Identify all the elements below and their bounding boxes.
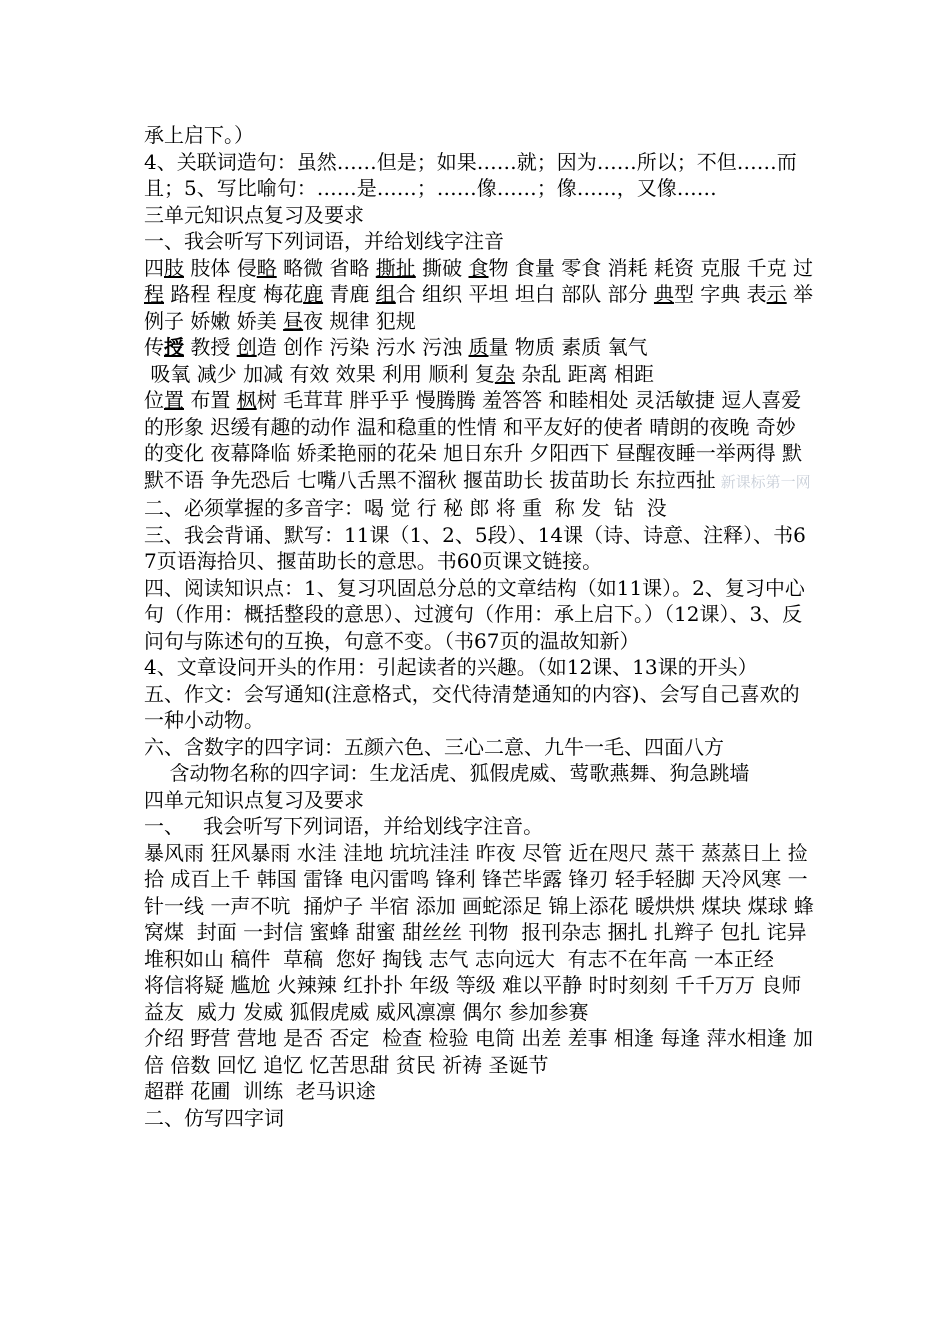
underlined-char: 枫 [236, 388, 257, 412]
underlined-char: 典 [653, 282, 674, 306]
text-run: 一、我会听写下列词语，并给划线字注音 [144, 229, 504, 253]
paragraph [144, 202, 814, 229]
underlined-char: 示 [766, 282, 787, 306]
paragraph [144, 1025, 814, 1078]
text-run: 六、含数字的四字词：五颜六色、三心二意、九牛一毛、四面八方 [144, 734, 724, 759]
underlined-char: 杂 [494, 361, 515, 386]
paragraph [144, 681, 814, 734]
paragraph [144, 522, 814, 575]
text-run: 四单元知识点复习及要求 [144, 787, 364, 812]
paragraph [144, 972, 814, 1025]
paragraph [144, 840, 814, 973]
paragraph [144, 228, 814, 255]
underlined-char: 肢 [164, 255, 184, 280]
underlined-char: 撕扯 [375, 255, 416, 280]
text-run: 撕破 [415, 255, 469, 280]
text-run: 布置 [184, 388, 237, 412]
paragraph [144, 255, 814, 335]
text-run: 一、 我会听写下列词语，并给划线字注音。 [144, 814, 544, 838]
text-run: 五、作文：会写通知(注意格式，交代待清楚通知的内容)、会写自己喜欢的一种小动物。 [144, 681, 800, 732]
paragraph [144, 387, 814, 495]
text-run: 暴风雨 狂风暴雨 水洼 洼地 坑坑洼洼 昨夜 尽管 近在咫尺 蒸干 蒸蒸日上 捡拾 成百上千 韩国 雷锋 电闪雷鸣 锋利 锋芒毕露 锋刃 轻手轻脚 天冷风寒 一针一线 一声不吭 捅炉子 半宿 添加 画蛇添足 锦上添花 暖烘烘 煤块 煤球 蜂窝煤 封面 一封信 蜜蜂 甜蜜 甜丝丝 刊物 报刊杂志 捆扎 扎辫子 包扎 诧异 堆积如山 稿件 草稿 您好 掏钱 志气 志向远大 有志不在年高 一本正经 [144, 840, 814, 971]
underlined-char: 略 [256, 255, 277, 280]
text-run: 略微 省略 [276, 255, 376, 280]
text-run: 4、文章设问开头的作用：引起读者的兴趣。（如12课、13课的开头） [144, 655, 758, 679]
text-run: 举例子 娇嫩 娇美 [144, 282, 814, 333]
text-run: 青鹿 [323, 282, 376, 306]
underlined-char: 程 [144, 282, 164, 306]
text-run: 四 [144, 255, 164, 280]
paragraph [144, 813, 814, 840]
text-run: 吸氧 减少 加减 有效 效果 利用 顺利 复 [144, 361, 495, 386]
watermark-text: 新课标第一网 [715, 472, 811, 491]
text-run: 四、阅读知识点：1、复习巩固总分总的文章结构（如11课）。2、复习中心句（作用：概括整段的意思）、过渡句（作用：承上启下。）（12课）、3、反问句与陈述句的互换，句意不变。（书67页的温故知新） [144, 575, 805, 653]
underlined-char: 鹿 [303, 282, 324, 306]
text-run: 三单元知识点复习及要求 [144, 202, 364, 227]
text-run: 三、我会背诵、默写：11课（1、2、5段）、14课（诗、诗意、注释）、书67页语海拾贝、揠苗助长的意思。书60页课文链接。 [144, 522, 806, 573]
paragraph [144, 149, 814, 202]
paragraph [144, 760, 814, 787]
paragraph [144, 1078, 814, 1105]
underlined-char: 组 [375, 282, 396, 306]
text-run: 教授 [184, 335, 237, 359]
underlined-char: 置 [164, 388, 184, 412]
paragraph [144, 734, 814, 761]
text-run: 造 创作 污染 污水 污浊 [256, 335, 469, 359]
text-run: 型 字典 表 [673, 282, 767, 306]
paragraph [144, 495, 814, 522]
text-run: 承上启下。） [144, 123, 254, 147]
text-run: 传 [144, 335, 164, 359]
paragraph [144, 654, 814, 681]
text-run: 夜 规律 犯规 [303, 308, 416, 333]
underlined-char: 食 [468, 255, 489, 280]
paragraph [144, 122, 814, 149]
underlined-char: 创 [236, 335, 257, 359]
text-run: 含动物名称的四字词：生龙活虎、狐假虎威、莺歌燕舞、狗急跳墙 [144, 761, 750, 785]
underlined-char: 质 [468, 335, 489, 359]
text-run: 二、必须掌握的多音字：喝 觉 行 秘 郎 将 重 称 发 钻 没 [144, 496, 667, 520]
text-run: 树 毛茸茸 胖乎乎 慢腾腾 羞答答 和睦相处 灵活敏捷 逗人喜爱的形象 迟缓有趣的动作 温和稳重的性情 和平友好的使者 晴朗的夜晚 奇妙的变化 夜幕降临 娇柔艳丽的花朵 旭日东升 夕阳西下 昼醒夜睡一举两得 默默不语 争先恐后 七嘴八舌黑不溜秋 揠苗助长 拔苗助长 东拉西扯 [144, 388, 803, 492]
text-run: 超群 花圃 训练 老马识途 [144, 1079, 376, 1103]
text-run: 介绍 野营 营地 是否 否定 检查 检验 电筒 出差 差事 相逢 每逢 萍水相逢 加倍 倍数 回忆 追忆 忆苦思甜 贫民 祈祷 圣诞节 [144, 1026, 814, 1077]
document-body [144, 122, 814, 1131]
text-run: 位 [144, 388, 164, 412]
paragraph [144, 334, 814, 361]
underlined-char: 授 [164, 335, 184, 359]
text-run: 量 物质 素质 氧气 [488, 335, 648, 359]
underlined-char: 昼 [283, 308, 304, 333]
text-run: 物 食量 零食 消耗 耗资 克服 千克 过 [488, 255, 814, 280]
text-run: 肢体 侵 [184, 255, 257, 280]
paragraph [144, 575, 814, 655]
text-run: 将信将疑 尴尬 火辣辣 红扑扑 年级 等级 难以平静 时时刻刻 千千万万 良师益友 威力 发威 狐假虎威 威风凛凛 偶尔 参加参赛 [144, 973, 802, 1024]
text-run: 杂乱 距离 相距 [514, 361, 654, 386]
text-run: 路程 程度 梅花 [164, 282, 304, 306]
paragraph [144, 787, 814, 814]
text-run: 4、关联词造句：虽然……但是；如果……就；因为……所以；不但……而且；5、写比喻句：……是……；……像……；像……，又像…… [144, 149, 797, 200]
paragraph [144, 1105, 814, 1132]
text-run: 合 组织 平坦 坦白 部队 部分 [395, 282, 654, 306]
paragraph [144, 361, 814, 388]
text-run: 二、仿写四字词 [144, 1105, 284, 1130]
